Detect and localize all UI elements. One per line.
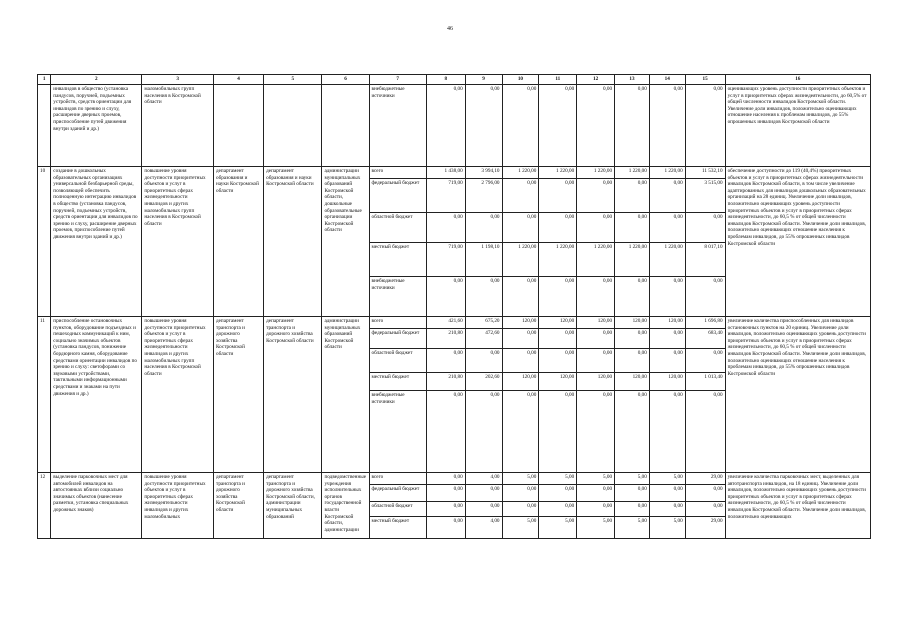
funding-source: федеральный бюджет [369, 329, 426, 349]
funding-value-year-3: 1 220,00 [502, 243, 539, 277]
funding-value-year-2: 202,60 [465, 373, 502, 391]
column-number-7: 7 [369, 75, 426, 85]
funding-value-year-2: 3 994,10 [465, 167, 502, 179]
measure-name: выделение парковочных мест для автомобилей инвалидов на автостоянках вблизи социально значимых объектов (нанесение разметки, установка специальных дорожных знаков) [51, 473, 142, 539]
task-description: повышение уровня доступности приоритетных объектов и услуг в приоритетных сферах жизнедеятельности инвалидов и других маломобильных [142, 473, 214, 539]
funding-value-year-1: 210,80 [426, 329, 465, 349]
funding-value-year-7: 1 220,00 [649, 167, 685, 179]
funding-value-year-4: 0,00 [539, 85, 577, 167]
responsible-executor [213, 85, 263, 167]
funding-total: 0,00 [685, 277, 725, 317]
funding-value-year-2: 0,00 [465, 213, 502, 243]
column-number-5: 5 [264, 75, 322, 85]
funding-source: местный бюджет [369, 243, 426, 277]
funding-total: 1 013,40 [685, 373, 725, 391]
funding-value-year-5: 120,00 [577, 373, 615, 391]
funding-source: внебюджетные источники [369, 391, 426, 473]
row-number: 11 [38, 317, 51, 473]
funding-value-year-1: 0,00 [426, 349, 465, 373]
expected-result: увеличение количества приспособленных для инвалидов остановочных пунктов на 20 единиц. Увеличение доли инвалидов, положительно оценивающих уровень доступности приоритетных объектов и услуг в приоритетных сферах жизнедеятельности, до 60,5 % от общей численности инвалидов Костромской области. Увеличение доли инвалидов, положительно оценивающих отношение населения к проблемам инвалидов, до 55% опрошенных инвалидов Костромской области [725, 317, 870, 473]
funding-total: 1 696,80 [685, 317, 725, 329]
funding-value-year-6: 0,00 [615, 85, 650, 167]
measure-name: создание в дошкольных образовательных организациях универсальной безбарьерной среды, позволяющей обеспечить полноценную интеграцию инвалидов в общество (установка пандусов, поручней, подъемных устройств, средств ориентации для инвалидов по зрению и слуху, расширение дверных проемов, приспособление путей движения внутри зданий и др.) [51, 167, 142, 317]
funding-value-year-4: 0,00 [539, 485, 577, 502]
funding-total: 0,00 [685, 391, 725, 473]
funding-value-year-1: 719,00 [426, 179, 465, 213]
row-number: 10 [38, 167, 51, 317]
funding-value-year-6: 1 220,00 [615, 167, 650, 179]
funding-source: внебюджетные источники [369, 277, 426, 317]
funding-value-year-7: 0,00 [649, 179, 685, 213]
funding-value-year-3: 0,00 [502, 502, 539, 517]
funding-value-year-6: 0,00 [615, 329, 650, 349]
funding-value-year-6: 0,00 [615, 502, 650, 517]
program-table [37, 74, 871, 539]
funding-source: всего [369, 317, 426, 329]
row-number: 12 [38, 473, 51, 539]
funding-value-year-2: 0,00 [465, 485, 502, 502]
funding-value-year-3: 120,00 [502, 373, 539, 391]
funding-value-year-6: 120,00 [615, 373, 650, 391]
funding-value-year-3: 1 220,00 [502, 167, 539, 179]
funding-value-year-5: 0,00 [577, 349, 615, 373]
column-number-16: 16 [725, 75, 870, 85]
funding-source: областной бюджет [369, 349, 426, 373]
column-number-1: 1 [38, 75, 51, 85]
funding-value-year-2: 675,20 [465, 317, 502, 329]
funding-total: 0,00 [685, 485, 725, 502]
funding-value-year-6: 0,00 [615, 179, 650, 213]
responsible-executor: департамент транспорта и дорожного хозяйства Костромской области [213, 317, 263, 473]
funding-value-year-7: 120,00 [649, 317, 685, 329]
funding-value-year-2: 0,00 [465, 85, 502, 167]
responsible-executor: департамент образования и науки Костромской области [213, 167, 263, 317]
funding-value-year-7: 0,00 [649, 502, 685, 517]
funding-value-year-6: 5,00 [615, 473, 650, 485]
measure-name: инвалидов в общество (установка пандусов, поручней, подъемных устройств, средств ориентации для инвалидов по зрению и слуху, расширение дверных проемов, приспособление путей движения внутри зданий и др.) [51, 85, 142, 167]
table-row [38, 85, 871, 167]
funding-value-year-3: 5,00 [502, 473, 539, 485]
column-number-15: 15 [685, 75, 725, 85]
funding-total: 29,00 [685, 473, 725, 485]
funding-value-year-4: 1 220,00 [539, 167, 577, 179]
funding-value-year-6: 120,00 [615, 317, 650, 329]
funding-value-year-6: 5,00 [615, 517, 650, 539]
funding-value-year-3: 120,00 [502, 317, 539, 329]
funding-source: местный бюджет [369, 517, 426, 539]
funding-value-year-4: 0,00 [539, 391, 577, 473]
funding-value-year-5: 0,00 [577, 213, 615, 243]
funding-value-year-4: 0,00 [539, 213, 577, 243]
row-number [38, 85, 51, 167]
funding-value-year-4: 5,00 [539, 473, 577, 485]
funding-source: всего [369, 473, 426, 485]
funding-value-year-6: 0,00 [615, 349, 650, 373]
funding-value-year-4: 5,00 [539, 517, 577, 539]
funding-source: федеральный бюджет [369, 179, 426, 213]
funding-value-year-5: 5,00 [577, 473, 615, 485]
funding-source: всего [369, 167, 426, 179]
funding-value-year-7: 5,00 [649, 473, 685, 485]
funding-value-year-3: 0,00 [502, 277, 539, 317]
funding-value-year-3: 0,00 [502, 349, 539, 373]
task-description: повышение уровня доступности приоритетных объектов и услуг в приоритетных сферах жизнедеятельности инвалидов и других маломобильных групп населения в Костромской области [142, 167, 214, 317]
funding-value-year-6: 0,00 [615, 391, 650, 473]
funding-value-year-2: 4,00 [465, 473, 502, 485]
funding-value-year-1: 1 438,00 [426, 167, 465, 179]
funding-value-year-4: 0,00 [539, 349, 577, 373]
participants: подведомственные учреждения исполнительных органов государственной власти Костромской области, администрации [322, 473, 369, 539]
funding-total: 0,00 [685, 349, 725, 373]
funding-total: 0,00 [685, 213, 725, 243]
co-executor: департамент транспорта и дорожного хозяйства Костромской области [264, 317, 322, 473]
funding-value-year-5: 5,00 [577, 517, 615, 539]
funding-value-year-7: 0,00 [649, 85, 685, 167]
funding-total: 11 532,10 [685, 167, 725, 179]
funding-source: областной бюджет [369, 502, 426, 517]
column-number-12: 12 [577, 75, 615, 85]
funding-value-year-5: 0,00 [577, 277, 615, 317]
funding-value-year-4: 0,00 [539, 502, 577, 517]
funding-value-year-7: 0,00 [649, 485, 685, 502]
funding-value-year-2: 2 796,00 [465, 179, 502, 213]
funding-value-year-5: 1 220,00 [577, 167, 615, 179]
funding-total: 0,00 [685, 502, 725, 517]
funding-value-year-3: 0,00 [502, 391, 539, 473]
funding-value-year-1: 210,80 [426, 373, 465, 391]
funding-value-year-1: 0,00 [426, 391, 465, 473]
table-row [38, 167, 871, 179]
page-number: 46 [447, 26, 453, 32]
responsible-executor: департамент транспорта и дорожного хозяйства Костромской области [213, 473, 263, 539]
funding-value-year-3: 0,00 [502, 213, 539, 243]
funding-value-year-6: 1 220,00 [615, 243, 650, 277]
funding-value-year-7: 0,00 [649, 213, 685, 243]
column-number-row [38, 75, 871, 85]
participants: администрации муниципальных образований Костромской области [322, 317, 369, 473]
funding-value-year-3: 0,00 [502, 329, 539, 349]
funding-value-year-1: 421,60 [426, 317, 465, 329]
expected-result: оценивающих уровень доступности приоритетных объектов и услуг в приоритетных сферах жизнедеятельности, до 60,5% от общей численности инвалидов Костромской области. Увеличение доли инвалидов, положительно оценивающих отношение населения к проблемам инвалидов, до 55% опрошенных инвалидов Костромской области [725, 85, 870, 167]
funding-value-year-5: 1 220,00 [577, 243, 615, 277]
funding-value-year-7: 0,00 [649, 277, 685, 317]
participants: администрации муниципальных образований Костромской области, дошкольные образовательные организации Костромской области [322, 167, 369, 317]
funding-value-year-7: 0,00 [649, 391, 685, 473]
measure-name: приспособление остановочных пунктов, оборудование подъездных и пешеходных коммуникаций к ним, социально значимых объектов (установка пандусов, понижение бордюрного камня, оборудование средствами ориентации инвалидов по зрению и слуху: светофорами со звуковыми устройствами, тактильными информационными средствами и знаками на пути движения и др.) [51, 317, 142, 473]
funding-value-year-5: 120,00 [577, 317, 615, 329]
column-number-9: 9 [465, 75, 502, 85]
funding-value-year-6: 0,00 [615, 485, 650, 502]
funding-total: 8 017,10 [685, 243, 725, 277]
funding-source: внебюджетные источники [369, 85, 426, 167]
participants [322, 85, 369, 167]
funding-value-year-3: 0,00 [502, 485, 539, 502]
funding-value-year-2: 0,00 [465, 349, 502, 373]
funding-value-year-1: 0,00 [426, 213, 465, 243]
funding-value-year-5: 0,00 [577, 179, 615, 213]
funding-value-year-3: 0,00 [502, 179, 539, 213]
funding-source: местный бюджет [369, 373, 426, 391]
column-number-13: 13 [615, 75, 650, 85]
funding-value-year-1: 0,00 [426, 517, 465, 539]
funding-value-year-3: 5,00 [502, 517, 539, 539]
funding-value-year-4: 0,00 [539, 277, 577, 317]
funding-value-year-2: 1 198,10 [465, 243, 502, 277]
column-number-10: 10 [502, 75, 539, 85]
funding-source: областной бюджет [369, 213, 426, 243]
funding-value-year-1: 0,00 [426, 485, 465, 502]
funding-value-year-6: 0,00 [615, 277, 650, 317]
funding-value-year-5: 0,00 [577, 391, 615, 473]
funding-value-year-5: 0,00 [577, 485, 615, 502]
expected-result: обеспечение доступности до 119 (40,4%) приоритетных объектов и услуг в приоритетных сферах жизнедеятельности инвалидов Костромской области, в том числе увеличение адаптированных для инвалидов дошкольных образовательных организаций на 28 единиц. Увеличение доли инвалидов, положительно оценивающих уровень доступности приоритетных объектов и услуг в приоритетных сферах жизнедеятельности, до 60,5 % от общей численности инвалидов Костромской области. Увеличение доли инвалидов, положительно оценивающих отношение населения к проблемам инвалидов, до 55% опрошенных инвалидов Костромской области [725, 167, 870, 317]
funding-value-year-1: 0,00 [426, 277, 465, 317]
funding-value-year-2: 0,00 [465, 277, 502, 317]
column-number-11: 11 [539, 75, 577, 85]
funding-total: 3 515,00 [685, 179, 725, 213]
funding-value-year-2: 4,00 [465, 517, 502, 539]
funding-total: 29,00 [685, 517, 725, 539]
funding-value-year-5: 0,00 [577, 85, 615, 167]
funding-value-year-4: 0,00 [539, 329, 577, 349]
task-description: повышение уровня доступности приоритетных объектов и услуг в приоритетных сферах жизнедеятельности инвалидов и других маломобильных групп населения в Костромской области [142, 317, 214, 473]
funding-value-year-2: 0,00 [465, 391, 502, 473]
table-row [38, 317, 871, 329]
funding-value-year-2: 0,00 [465, 502, 502, 517]
column-number-2: 2 [51, 75, 142, 85]
funding-value-year-6: 0,00 [615, 213, 650, 243]
co-executor: департамент образования и науки Костромской области [264, 167, 322, 317]
funding-value-year-1: 0,00 [426, 473, 465, 485]
funding-value-year-1: 719,00 [426, 243, 465, 277]
funding-value-year-2: 472,60 [465, 329, 502, 349]
funding-value-year-1: 0,00 [426, 502, 465, 517]
funding-value-year-7: 0,00 [649, 349, 685, 373]
table-row [38, 473, 871, 485]
funding-total: 683,40 [685, 329, 725, 349]
funding-value-year-5: 0,00 [577, 329, 615, 349]
funding-value-year-5: 0,00 [577, 502, 615, 517]
column-number-6: 6 [322, 75, 369, 85]
funding-value-year-7: 0,00 [649, 329, 685, 349]
column-number-14: 14 [649, 75, 685, 85]
funding-value-year-4: 0,00 [539, 179, 577, 213]
funding-value-year-1: 0,00 [426, 85, 465, 167]
funding-value-year-7: 5,00 [649, 517, 685, 539]
co-executor [264, 85, 322, 167]
column-number-8: 8 [426, 75, 465, 85]
funding-value-year-4: 120,00 [539, 373, 577, 391]
task-description: маломобильных групп населения в Костромской области [142, 85, 214, 167]
funding-source: федеральный бюджет [369, 485, 426, 502]
funding-value-year-7: 120,00 [649, 373, 685, 391]
co-executor: департамент транспорта и дорожного хозяйства Костромской области, администрации муниципальных образований [264, 473, 322, 539]
column-number-3: 3 [142, 75, 214, 85]
funding-value-year-4: 120,00 [539, 317, 577, 329]
funding-value-year-7: 1 220,00 [649, 243, 685, 277]
expected-result: увеличение количества парковочных мест, выделенных для автотранспорта инвалидов, на 18 единиц. Увеличение доли инвалидов, положительно оценивающих уровень доступности приоритетных объектов и услуг в приоритетных сферах жизнедеятельности, до 60,5 % от общей численности инвалидов Костромской области. Увеличение доли инвалидов, положительно оценивающих [725, 473, 870, 539]
funding-value-year-4: 1 220,00 [539, 243, 577, 277]
funding-value-year-3: 0,00 [502, 85, 539, 167]
funding-total: 0,00 [685, 85, 725, 167]
column-number-4: 4 [213, 75, 263, 85]
